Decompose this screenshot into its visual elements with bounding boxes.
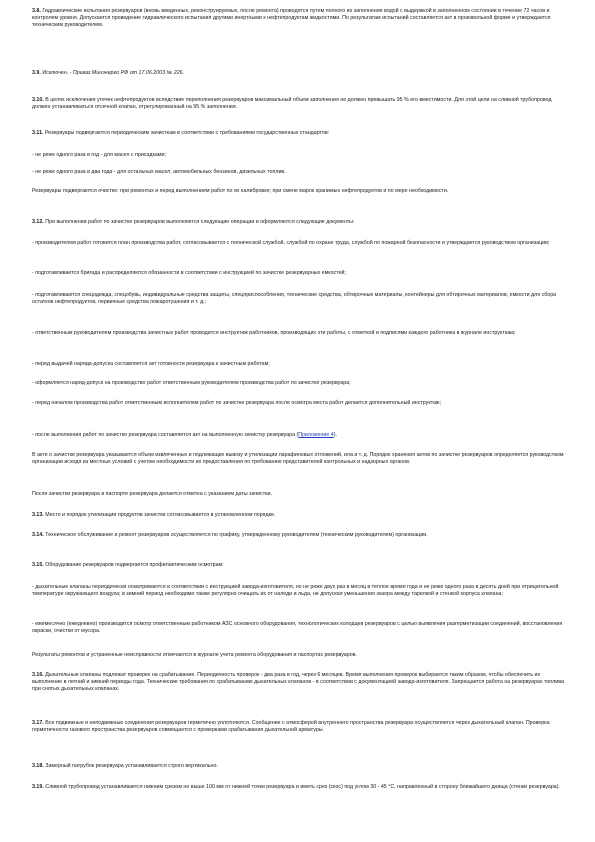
- paragraph-3-18: 3.18. Замерный патрубок резервуара устанавливается строго вертикально.: [32, 763, 218, 769]
- paragraph-3-13: 3.13. Место и порядок утилизации продуктов зачистки согласовывается в установленном порядке.: [32, 512, 276, 518]
- list-item: - не реже одного раза в год - для масел с присадками;: [32, 152, 166, 158]
- paragraph-3-9: 3.9. Исключен. - Приказ Минэнерго РФ от 17.06.2003 № 226.: [32, 70, 185, 76]
- list-item: - перед выдачей наряда-допуска составляется акт готовности резервуара к зачистным работам;: [32, 361, 270, 367]
- paragraph-text: Резервуары подвергаются очистке: при ремонтах и перед выполнением работ по их калибровке; при смене марок хранимых нефтепродуктов и по мере необходимости.: [32, 188, 449, 194]
- paragraph-3-12: 3.12. При выполнении работ по зачистке резервуаров выполняются следующие операции и оформляются следующие документы:: [32, 219, 355, 225]
- paragraph-text: В акте о зачистке резервуара указывается объем извлеченных и подлежащих вывозу и утилизации парафиновых отложений, ила и т. д. Порядок хранения актов по зачистке резервуаров определяется руководством организации исходя из местных условий с учетом необходимости их предоставления по требованию представителей контрольных и надзорных органов.: [32, 452, 564, 465]
- list-item: - ежемесячно (ежедневно) производится осмотр ответственным работником АЗС основного оборудования, технологических колодцев резервуаров с целью выявления разгерметизации соединений, восстановления окраски, очистки от мусора.: [32, 621, 563, 634]
- list-item: - производителем работ готовится план производства работ, согласовывается с технической службой, службой по охране труда, службой по пожарной безопасности и утверждается руководством организации;: [32, 240, 550, 246]
- paragraph-3-16: 3.16. Дыхательные клапаны подлежат проверке на срабатывание. Периодичность проверок - два раза в год, через 6 месяцев. Время выполнения проверок выбирается таким образом, чтобы обеспечить их выполнение в летний и зимний периоды года. Технические требования по срабатыванию дыхательных клапанов - в соответствии с документацией завода-изготовителя. Запрещается работа на резервуарах топлива при снятых дыхательных клапанах.: [32, 672, 564, 692]
- list-item: - перед началом производства работ ответственным исполнителем работ по зачистке резервуара после осмотра места работ делается дополнительный инструктаж;: [32, 400, 442, 406]
- list-item: - оформляется наряд-допуск на производство работ ответственным руководителем производства работ по зачистке резервуара;: [32, 380, 351, 386]
- paragraph-3-8: 3.8. Гидравлические испытания резервуаров (вновь введенных, реконструируемых, после ремонта) проводятся путем полного их заполнения водой с выдержкой в заполненном состоянии в течение 72 часов и контролем уровня. Допускается проведение гидравлического испытания другими инертными к нефтепродуктам жидкостями. По результатам испытаний составляется акт в произвольной форме и утверждается техническим руководителем.: [32, 8, 551, 28]
- list-item: - подготавливается бригада и распределяются обязанности в соответствии с инструкцией по зачистке резервуарных емкостей;: [32, 270, 346, 276]
- list-item: - дыхательные клапаны периодически осматриваются в соответствии с инструкцией завода-изготовителя, но не реже двух раз в месяц в теплое время года и не реже одного раза в десять дней при отрицательной температуре окружающего воздуха; в зимний период необходимо также регулярно очищать их от наледи и льда, не допуская уменьшения зазора между тарелкой и стенкой корпуса клапана;: [32, 584, 559, 597]
- paragraph-text: После зачистки резервуара в паспорте резервуара делается отметка с указанием даты зачистки.: [32, 491, 272, 497]
- paragraph-3-17: 3.17. Все подвижные и неподвижные соединения резервуаров герметично уплотняются. Сообщение с атмосферой внутреннего пространства резервуара осуществляется через дыхательный клапан. Проверка герметичности газового пространства резервуаров совмещается с проверками срабатывания дыхательной арматуры.: [32, 720, 550, 733]
- paragraph-3-14: 3.14. Техническое обслуживание и ремонт резервуаров осуществляется по графику, утвержденному руководителем (техническим руководителем) организации.: [32, 532, 428, 538]
- paragraph-3-10: 3.10. В целях исключения утечек нефтепродуктов вследствие переполнения резервуаров максимальный объем заполнения не должен превышать 95 % его вместимости. Для этой цели на сливной трубопровод должен устанавливаться отсечной клапан, отрегулированный на 95 % заполнения.: [32, 97, 552, 110]
- paragraph-3-11: 3.11. Резервуары подвергаются периодическим зачисткам в соответствии с требованиями государственных стандартов:: [32, 130, 330, 136]
- paragraph-text: Результаты ремонтов и устраненные неисправности отмечаются в журнале учета ремонта оборудования и паспортах резервуаров.: [32, 652, 357, 658]
- list-item: - ответственным руководителем производства зачистных работ проводится инструктаж работников, производящих эти работы, с отметкой и подписями каждого работника в журнале инструктажа;: [32, 330, 516, 336]
- list-item: - не реже одного раза в два года - для остальных масел, автомобильных бензинов, дизельных топлив.: [32, 169, 286, 175]
- paragraph-3-19: 3.19. Сливной трубопровод устанавливается нижним срезом не выше 100 мм от нижней точки резервуара и иметь срез (скос) под углом 30 - 45 °С, направленный в сторону ближайшего днища (стенки резервуара).: [32, 784, 560, 790]
- list-item: - после выполнения работ по зачистке резервуара составляется акт на выполненную зачистку резервуара (Приложение 4).: [32, 432, 337, 438]
- appendix-4-link[interactable]: Приложение 4: [298, 432, 334, 438]
- paragraph-3-15: 3.15. Оборудование резервуаров подвергается профилактическим осмотрам:: [32, 562, 224, 568]
- list-item: - подготавливаются спецодежда, спецобувь, индивидуальные средства защиты, спецприспособления, технические средства, обтирочные материалы, контейнеры для обтирочных материалов, емкости для сбора остатков нефтепродуктов, первичные средства пожаротушения и т. д.;: [32, 292, 557, 305]
